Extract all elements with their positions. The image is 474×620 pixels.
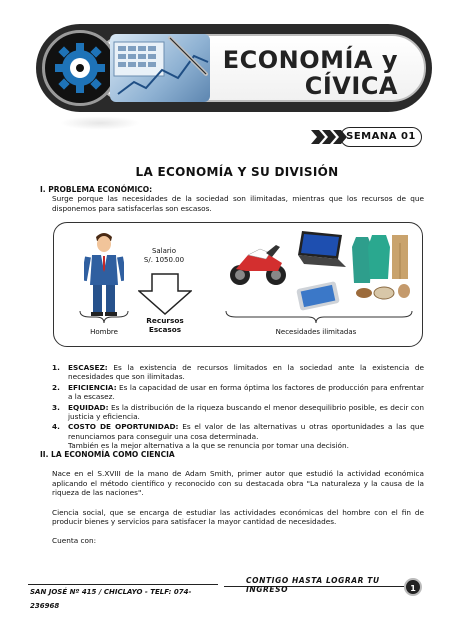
list-item: 3. EQUIDAD: Es la distribución de la riqueza buscando el menor desequilibrio posible, es decir con justicia y eficiencia. — [52, 402, 424, 422]
salary-label: Salario — [151, 247, 177, 255]
salary-value: S/. 1050.00 — [143, 256, 185, 264]
grouping-brackets — [54, 309, 424, 325]
list-item: 4. COSTO DE OPORTUNIDAD: Es el valor de las alternativas u otras oportunidades a las que renunciamos para conseguir una cosa determinada. También es la mejor alternativa a la que se renuncia por tomar una decisión. — [52, 422, 424, 451]
section-1 — [40, 185, 424, 213]
week-badge: SEMANA 01 — [340, 127, 422, 147]
section-2-paragraph-1: Nace en el S.XVIII de la mano de Adam Smith, primer autor que estudió la actividad económica aplicando el método científico y reconocido con su destacada obra "La naturaleza y la causa de la riqueza de las naciones". — [52, 469, 424, 498]
man-label: Hombre — [90, 328, 118, 336]
footer-slogan: CONTIGO HASTA LOGRAR TU INGRESO — [246, 576, 380, 594]
gear-logo-icon — [42, 30, 118, 106]
finance-photo — [110, 34, 210, 102]
page-footer — [28, 574, 432, 610]
header-banner — [36, 24, 432, 112]
businessman-figure — [84, 229, 124, 319]
motorcycle-image — [226, 241, 290, 287]
footer-address: SAN JOSÉ Nº 415 / CHICLAYO - TELF: 074-236968 — [28, 584, 218, 600]
section-2-paragraph-2: Ciencia social, que se encarga de estudiar las actividades económicas del hombre con el fin de producir bienes y servicios para satisfacer la mayor cantidad de necesidades. — [52, 507, 424, 527]
page-title: LA ECONOMÍA Y SU DIVISIÓN — [135, 165, 339, 179]
resources-label: Recursos Escasos — [146, 316, 184, 334]
concepts-list — [52, 363, 424, 452]
decorative-shadow — [60, 116, 140, 130]
section-1-text: Surge porque las necesidades de la sociedad son ilimitadas, mientras que los recursos de que disponemos para satisfacerlas son escasos. — [52, 194, 424, 213]
economic-problem-diagram — [53, 222, 423, 347]
page-number: 1 — [404, 578, 422, 596]
course-title: ECONOMÍA y CÍVICA — [222, 46, 398, 100]
clothing-image — [350, 233, 416, 303]
list-item: 2. EFICIENCIA: Es la capacidad de usar en forma óptima los factores de producción para enfrentar a la escasez. — [52, 382, 424, 402]
needs-label: Necesidades ilimitadas — [275, 328, 357, 336]
laptop-image — [292, 229, 348, 269]
section-1-heading: I. PROBLEMA ECONÓMICO: — [40, 185, 153, 194]
list-item: 1. ESCASEZ: Es la existencia de recursos limitados en la sociedad ante la existencia de necesidades que son ilimitadas. — [52, 363, 424, 382]
smartphone-image — [296, 281, 340, 311]
section-2-paragraph-3: Cuenta con: — [52, 536, 97, 546]
section-2 — [40, 450, 424, 546]
section-2-heading: II. LA ECONOMÍA COMO CIENCIA — [40, 450, 175, 459]
